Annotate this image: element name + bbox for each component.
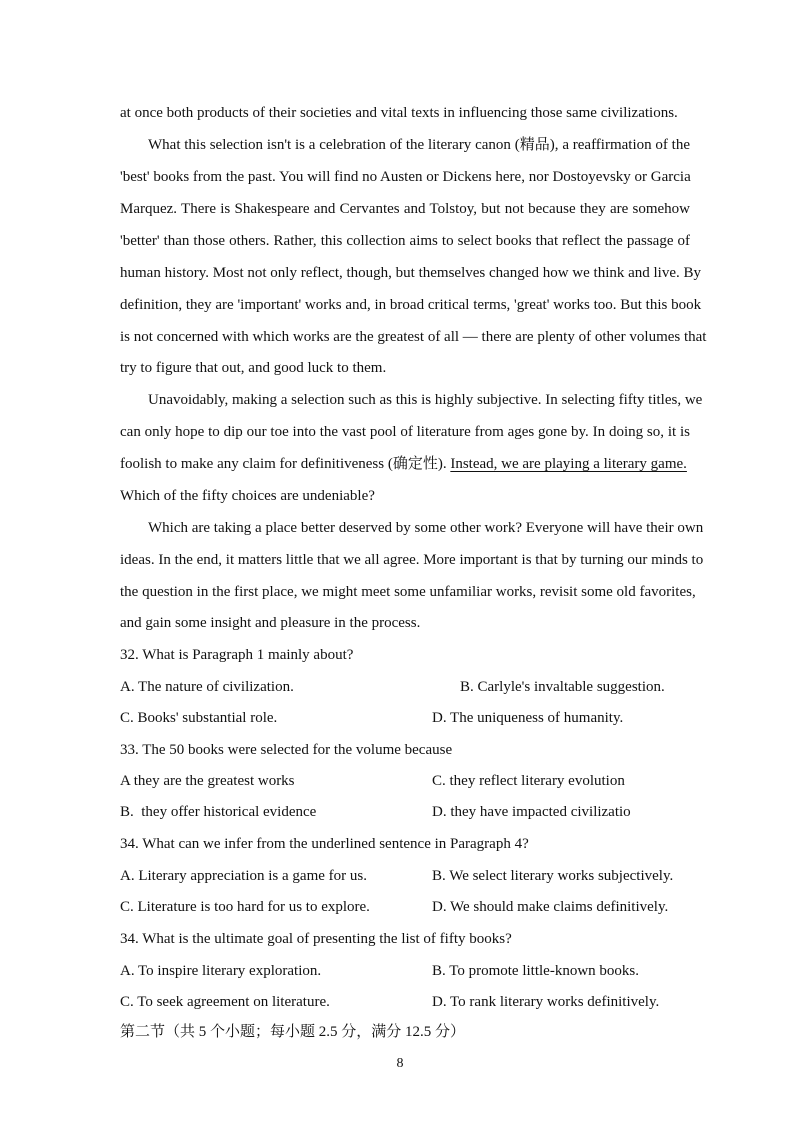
passage-line: can only hope to dip our toe into the vast pool of literature from ages gone by. In doing so, it is xyxy=(120,424,690,440)
passage-line: is not concerned with which works are the greatest of all — there are plenty of other volumes that xyxy=(120,329,707,345)
passage-line: 'better' than those others. Rather, this collection aims to select books that reflect the passage of xyxy=(120,233,690,249)
passage-line: at once both products of their societies and vital texts in influencing those same civilizations. xyxy=(120,105,678,121)
passage-line: Which of the fifty choices are undeniable? xyxy=(120,488,375,504)
answer-option: B. We select literary works subjectively. xyxy=(432,868,674,884)
answer-option: A. To inspire literary exploration. xyxy=(120,963,322,979)
passage-line: try to figure that out, and good luck to them. xyxy=(120,360,387,376)
answer-option: A. Literary appreciation is a game for us. xyxy=(120,868,367,884)
page-number: 8 xyxy=(396,1056,404,1071)
answer-option: D. We should make claims definitively. xyxy=(432,899,669,915)
answer-option: D. To rank literary works definitively. xyxy=(432,994,660,1010)
passage-line: the question in the first place, we might meet some unfamiliar works, revisit some old favorites, xyxy=(120,584,696,600)
passage-line: definition, they are 'important' works and, in broad critical terms, 'great' works too. But this book xyxy=(120,297,702,313)
passage-line: Unavoidably, making a selection such as this is highly subjective. In selecting fifty titles, we xyxy=(148,392,703,408)
passage-line: human history. Most not only reflect, though, but themselves changed how we think and live. By xyxy=(120,265,702,281)
underlined-sentence: Instead, we are playing a literary game. xyxy=(450,456,687,472)
passage-line xyxy=(120,454,690,474)
passage-line: Which are taking a place better deserved by some other work? Everyone will have their own xyxy=(148,520,704,536)
passage-line: and gain some insight and pleasure in the process. xyxy=(120,615,421,631)
passage-line: What this selection isn't is a celebration of the literary canon (精品), a reaffirmation of the xyxy=(148,137,690,153)
answer-option: A. The nature of civilization. xyxy=(120,679,294,695)
answer-option: D. they have impacted civilizatio xyxy=(432,804,631,820)
answer-option: B. they offer historical evidence xyxy=(120,804,317,820)
question-stem: 33. The 50 books were selected for the volume because xyxy=(120,742,453,758)
passage-line: Marquez. There is Shakespeare and Cervantes and Tolstoy, but not because they are somehow xyxy=(120,201,690,217)
passage-text: foolish to make any claim for definitiveness (确定性). xyxy=(120,456,447,472)
answer-option: C. Books' substantial role. xyxy=(120,710,278,726)
answer-option: C. Literature is too hard for us to explore. xyxy=(120,899,370,915)
answer-option: B. To promote little-known books. xyxy=(432,963,639,979)
question-stem: 34. What is the ultimate goal of presenting the list of fifty books? xyxy=(120,931,512,947)
section-heading: 第二节（共 5 个小题；每小题 2.5 分，满分 12.5 分） xyxy=(120,1024,466,1040)
passage-line: ideas. In the end, it matters little that we all agree. More important is that by turning our minds to xyxy=(120,552,704,568)
question-stem: 34. What can we infer from the underlined sentence in Paragraph 4? xyxy=(120,836,529,852)
answer-option: A they are the greatest works xyxy=(120,773,295,789)
passage-line: 'best' books from the past. You will find no Austen or Dickens here, nor Dostoyevsky or Garcia xyxy=(120,169,691,185)
answer-option: D. The uniqueness of humanity. xyxy=(432,710,624,726)
question-stem: 32. What is Paragraph 1 mainly about? xyxy=(120,647,354,663)
answer-option: C. they reflect literary evolution xyxy=(432,773,625,789)
answer-option: B. Carlyle's invaltable suggestion. xyxy=(460,679,665,695)
answer-option: C. To seek agreement on literature. xyxy=(120,994,330,1010)
